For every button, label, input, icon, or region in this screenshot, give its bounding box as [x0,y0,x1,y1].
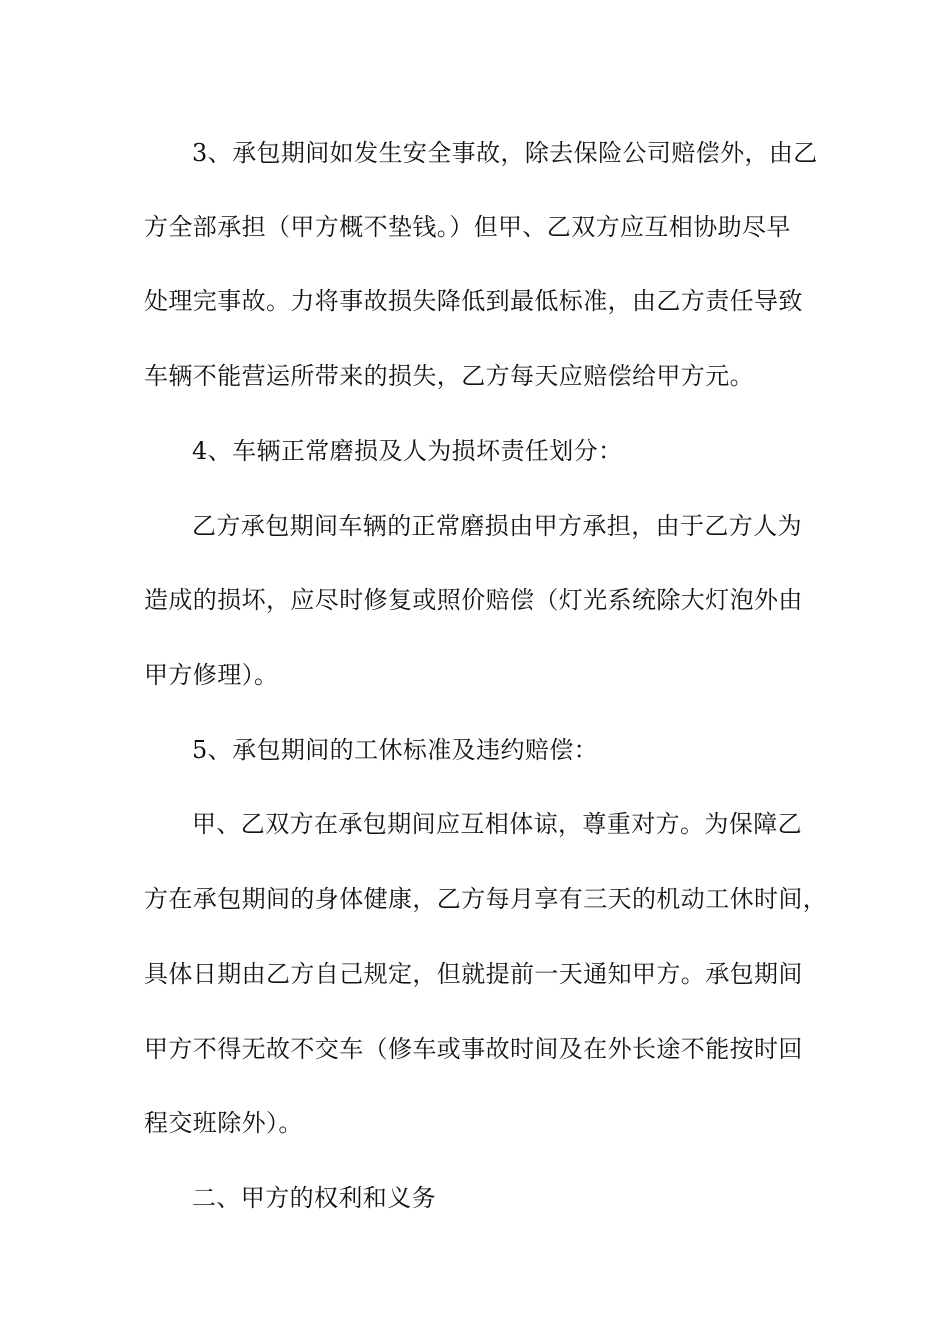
section-5-heading: 5、承包期间的工休标准及违约赔偿： [192,736,599,764]
paragraph-4-line-2: 造成的损坏，应尽时修复或照价赔偿（灯光系统除大灯泡外由 [144,586,803,614]
paragraph-5-line-2: 方在承包期间的身体健康，乙方每月享有三天的机动工休时间， [144,885,828,913]
paragraph-3-line-2: 方全部承担（甲方概不垫钱。）但甲、乙双方应互相协助尽早 [144,213,791,241]
paragraph-4-line-3: 甲方修理）。 [144,661,279,689]
paragraph-5-line-5: 程交班除外）。 [144,1109,303,1137]
section-4-heading: 4、车辆正常磨损及人为损坏责任划分： [192,437,623,465]
section-heading-party-a-rights: 二、甲方的权利和义务 [192,1184,436,1212]
paragraph-3-line-4: 车辆不能营运所带来的损失，乙方每天应赔偿给甲方元。 [144,362,754,390]
paragraph-5-line-3: 具体日期由乙方自己规定，但就提前一天通知甲方。承包期间 [144,960,803,988]
paragraph-3-line-1: 3、承包期间如发生安全事故，除去保险公司赔偿外，由乙 [192,139,818,167]
paragraph-4-line-1: 乙方承包期间车辆的正常磨损由甲方承担，由于乙方人为 [192,512,802,540]
paragraph-3-line-3: 处理完事故。力将事故损失降低到最低标准，由乙方责任导致 [144,287,803,315]
paragraph-5-line-1: 甲、乙双方在承包期间应互相体谅，尊重对方。为保障乙 [192,810,802,838]
paragraph-5-line-4: 甲方不得无故不交车（修车或事故时间及在外长途不能按时回 [144,1035,803,1063]
